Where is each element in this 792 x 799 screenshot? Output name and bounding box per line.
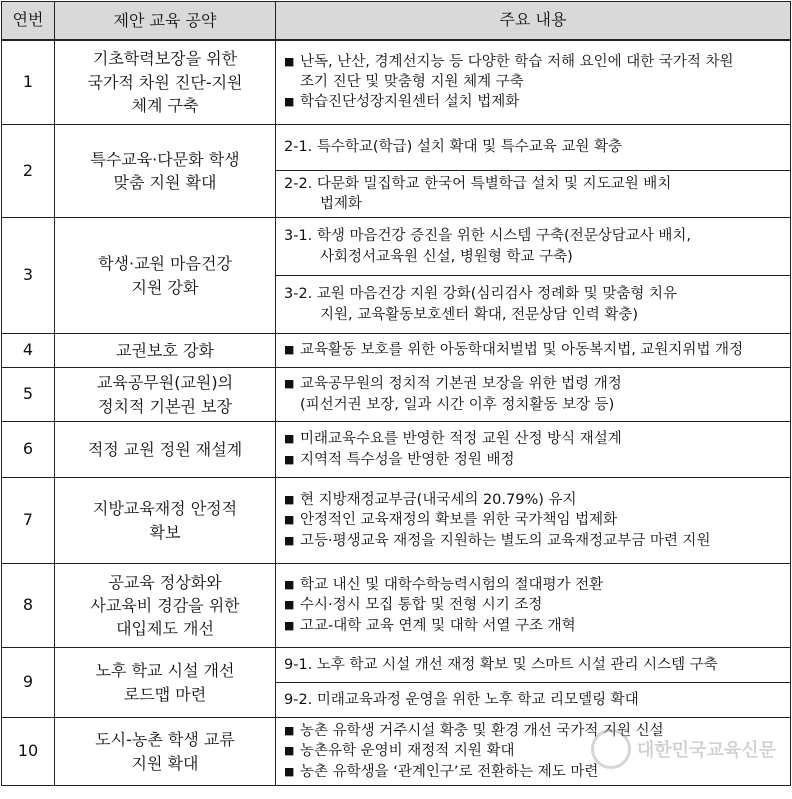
pledge-line: 대입제도 개선 — [116, 619, 214, 639]
detail-cell — [276, 648, 791, 683]
bullet-text — [300, 52, 784, 93]
bullet-text-line: 교육활동 보호를 위한 아동학대처벌법 및 아동복지법, 교원지위법 개정 — [300, 342, 744, 359]
row-number: 10 — [2, 718, 55, 786]
bullet-text-line: 수시·정시 모집 통합 및 전형 시기 조정 — [300, 597, 543, 614]
pledge-title — [55, 218, 276, 334]
header-pledge: 제안 교육 공약 — [55, 2, 276, 41]
bullet-text — [300, 510, 784, 530]
square-bullet-icon: ■ — [284, 54, 295, 68]
bullet-text — [300, 721, 784, 741]
bullet-text-line: 교육공무원의 정치적 기본권 보장을 위한 법령 개정 — [300, 376, 622, 393]
sub-item-text: 2-1. 특수학교(학급) 설치 확대 및 특수교육 교원 확충 — [284, 138, 623, 155]
sub-item-continuation: 법제화 — [320, 195, 363, 212]
pledge-line: 지원 확대 — [131, 753, 199, 773]
pledge-line: 노후 학교 시설 개선 — [95, 661, 235, 681]
bullet-text — [300, 92, 784, 112]
square-bullet-icon: ■ — [284, 618, 295, 632]
pledge-table — [1, 1, 791, 786]
square-bullet-icon: ■ — [284, 95, 295, 109]
square-bullet-icon: ■ — [284, 724, 295, 738]
row-number: 9 — [2, 648, 55, 718]
pledge-line: 국가적 차원 진단-지원 — [87, 72, 243, 92]
bullet-item — [284, 490, 784, 510]
sub-item-text: 2-2. 다문화 밀집학교 한국어 특별학급 설치 및 지도교원 배치 — [284, 175, 672, 192]
pledge-line: 공교육 정상화와 — [108, 572, 222, 592]
row-number: 7 — [2, 478, 55, 564]
bullet-text-line: 학습진단성장지원센터 설치 법제화 — [300, 94, 520, 111]
bullet-item — [284, 616, 784, 636]
bullet-text — [300, 616, 784, 636]
bullet-item — [284, 374, 784, 415]
bullet-text-line: (피선거권 보장, 일과 시간 이후 정치활동 보장 등) — [300, 396, 615, 413]
table-row — [2, 40, 791, 124]
bullet-text-line: 고등·평생교육 재정을 지원하는 별도의 교육재정교부금 마련 지원 — [300, 532, 711, 549]
bullet-text — [300, 490, 784, 510]
bullet-text-line: 안정적인 교육재정의 확보를 위한 국가책임 법제화 — [300, 512, 618, 529]
pledge-title — [55, 422, 276, 478]
square-bullet-icon: ■ — [284, 377, 295, 391]
pledge-line: 맞춤 지원 확대 — [113, 172, 217, 192]
pledge-line: 로드맵 마련 — [123, 684, 207, 704]
pledge-line: 기초학력보장을 위한 — [92, 49, 238, 69]
bullet-text — [300, 450, 784, 470]
bullet-item — [284, 340, 784, 360]
detail-cell — [276, 718, 791, 786]
table-row — [2, 124, 791, 170]
bullet-text-line: 지역적 특수성을 반영한 정원 배정 — [300, 451, 515, 468]
bullet-text — [300, 762, 784, 782]
square-bullet-icon: ■ — [284, 513, 295, 527]
bullet-item — [284, 595, 784, 615]
table-row — [2, 718, 791, 786]
pledge-title — [55, 368, 276, 422]
square-bullet-icon: ■ — [284, 493, 295, 507]
row-number: 1 — [2, 40, 55, 124]
pledge-line: 교권보호 강화 — [116, 341, 214, 360]
row-number: 4 — [2, 334, 55, 368]
sub-item-continuation: 사회정서교육원 신설, 병원형 학교 구축) — [320, 248, 573, 265]
bullet-item — [284, 52, 784, 93]
bullet-text-line: 고교-대학 교육 연계 및 대학 서열 구조 개혁 — [300, 617, 576, 634]
bullet-text-line: 현 지방재정교부금(내국세의 20.79%) 유지 — [300, 492, 577, 509]
bullet-text-line: 난독, 난산, 경계선지능 등 다양한 학습 저해 요인에 대한 국가적 차원 — [300, 53, 734, 70]
bullet-text-line: 학교 내신 및 대학수학능력시험의 절대평가 전환 — [300, 577, 604, 594]
pledge-title — [55, 564, 276, 648]
bullet-text-line: 농촌 유학생을 ‘관계인구’로 전환하는 제도 마련 — [300, 763, 599, 780]
sub-item-continuation: 지원, 교육활동보호센터 확대, 전문상담 인력 확충) — [320, 306, 639, 323]
sub-item-text: 3-1. 학생 마음건강 증진을 위한 시스템 구축(전문상담교사 배치, — [284, 228, 691, 245]
bullet-text — [300, 429, 784, 449]
bullet-text-line: 농촌 유학생 거주시설 확충 및 환경 개선 국가적 지원 신설 — [300, 723, 664, 740]
detail-cell — [276, 422, 791, 478]
pledge-title — [55, 718, 276, 786]
square-bullet-icon: ■ — [284, 533, 295, 547]
row-number: 3 — [2, 218, 55, 334]
square-bullet-icon: ■ — [284, 343, 295, 357]
pledge-title — [55, 334, 276, 368]
detail-cell — [276, 40, 791, 124]
bullet-text-line: 미래교육수요를 반영한 적정 교원 산정 방식 재설계 — [300, 431, 622, 448]
pledge-line: 지방교육재정 안정적 — [92, 499, 238, 519]
bullet-text-line: 농촌유학 운영비 재정적 지원 확대 — [300, 743, 515, 760]
bullet-item — [284, 531, 784, 551]
square-bullet-icon: ■ — [284, 764, 295, 778]
detail-cell — [276, 368, 791, 422]
pledge-line: 사교육비 경감을 위한 — [90, 596, 240, 615]
bullet-item — [284, 762, 784, 782]
square-bullet-icon: ■ — [284, 452, 295, 466]
detail-cell — [276, 218, 791, 276]
pledge-line: 적정 교원 정원 재설계 — [87, 440, 243, 459]
detail-cell — [276, 276, 791, 334]
pledge-line: 학생·교원 마음건강 — [98, 254, 232, 274]
square-bullet-icon: ■ — [284, 598, 295, 612]
pledge-title — [55, 124, 276, 218]
square-bullet-icon: ■ — [284, 578, 295, 592]
table-row — [2, 648, 791, 683]
row-number: 6 — [2, 422, 55, 478]
bullet-text — [300, 531, 784, 551]
pledge-line: 지원 강화 — [131, 277, 199, 297]
pledge-line: 확보 — [149, 522, 181, 542]
bullet-item — [284, 575, 784, 595]
bullet-text — [300, 340, 784, 360]
pledge-line: 체계 구축 — [131, 95, 199, 115]
row-number: 8 — [2, 564, 55, 648]
table-row — [2, 422, 791, 478]
table-row — [2, 368, 791, 422]
bullet-item — [284, 450, 784, 470]
pledge-line: 특수교육·다문화 학생 — [90, 149, 240, 169]
bullet-item — [284, 741, 784, 761]
square-bullet-icon: ■ — [284, 432, 295, 446]
bullet-item — [284, 429, 784, 449]
detail-cell — [276, 564, 791, 648]
table-header-row — [2, 2, 791, 41]
bullet-text — [300, 595, 784, 615]
pledge-title — [55, 40, 276, 124]
row-number: 2 — [2, 124, 55, 218]
row-number: 5 — [2, 368, 55, 422]
square-bullet-icon: ■ — [284, 744, 295, 758]
pledge-line: 교육공무원(교원)의 — [96, 373, 234, 393]
header-details: 주요 내용 — [276, 2, 791, 41]
bullet-text-line: 조기 진단 및 맞춤형 지원 체계 구축 — [300, 74, 524, 91]
sub-item-text: 3-2. 교원 마음건강 지원 강화(심리검사 정례화 및 맞춤형 치유 — [284, 286, 677, 303]
detail-cell — [276, 124, 791, 170]
pledge-title — [55, 478, 276, 564]
bullet-item — [284, 721, 784, 741]
bullet-item — [284, 92, 784, 112]
pledge-line: 도시-농촌 학생 교류 — [95, 730, 235, 750]
bullet-text — [300, 374, 784, 415]
table-row — [2, 478, 791, 564]
watermark-text: 대한민국교육신문 — [636, 740, 776, 761]
pledge-line: 정치적 기본권 보장 — [98, 396, 232, 416]
detail-cell — [276, 683, 791, 718]
table-row — [2, 218, 791, 276]
bullet-text — [300, 741, 784, 761]
bullet-text — [300, 575, 784, 595]
detail-cell — [276, 478, 791, 564]
detail-cell — [276, 170, 791, 218]
sub-item-text: 9-1. 노후 학교 시설 개선 재정 확보 및 스마트 시설 관리 시스템 구축 — [284, 656, 718, 673]
pledge-title — [55, 648, 276, 718]
sub-item-text: 9-2. 미래교육과정 운영을 위한 노후 학교 리모델링 확대 — [284, 691, 639, 708]
table-row — [2, 564, 791, 648]
header-number: 연번 — [2, 2, 55, 41]
table-row — [2, 334, 791, 368]
detail-cell — [276, 334, 791, 368]
bullet-item — [284, 510, 784, 530]
